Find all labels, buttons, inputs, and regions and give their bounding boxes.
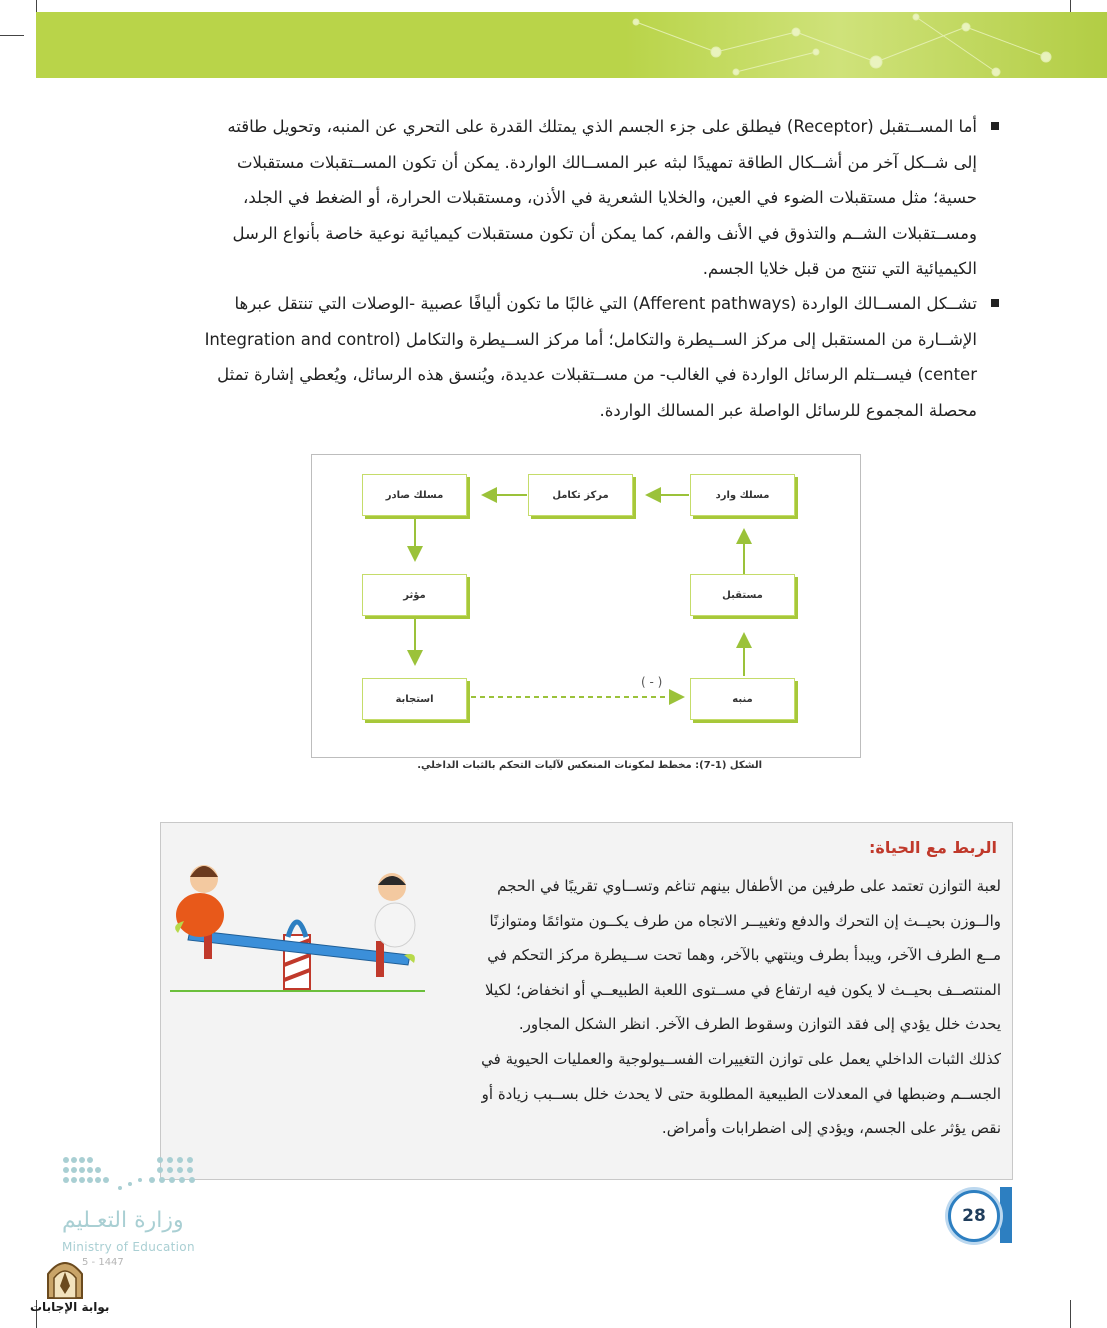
- ministry-name-arabic: وزارة التعـليم: [62, 1208, 184, 1233]
- text-line: تشــكل المســالك الواردة (Afferent pathways) التي غالبًا ما تكون أليافًا عصبية -الوصلات التي تنتقل عبرها: [234, 294, 977, 313]
- header-band: [36, 12, 1107, 78]
- crop-mark: [36, 0, 37, 12]
- feedback-label: ( - ): [641, 675, 663, 689]
- node-afferent: مسلك وارد: [690, 474, 795, 516]
- text-line: ومســتقبلات الشــم والتذوق في الأنف والفم، كما يمكن أن تكون مستقبلات كيميائية نوعية خاصة بأنواع الرسل: [232, 223, 977, 243]
- node-stimulus: منبه: [690, 678, 795, 720]
- text-line: الإشــارة من المستقبل إلى مركز الســيطرة والتكامل؛ أما مركز الســيطرة والتكامل (Integration and control: [204, 329, 977, 349]
- crop-mark: [1070, 0, 1071, 12]
- site-name: بوابة الإجابات: [30, 1300, 110, 1314]
- node-integration: مركز تكامل: [528, 474, 633, 516]
- text-line: إلى شــكل آخر من أشــكال الطاقة تمهيدًا لبثه عبر المســالك الواردة. يمكن أن تكون المســتقبلات مستقبلات: [237, 152, 977, 172]
- node-response: استجابة: [362, 678, 467, 720]
- text-line: مــع الطرف الآخر، ويبدأ بطرف وينتهي بالآخر، وهما تحت ســيطرة مركز التحكم في: [487, 946, 1001, 965]
- page-number-bar: [1000, 1187, 1012, 1243]
- text-line: المنتصــف بحيــث لا يكون فيه ارتفاع في مســتوى اللعبة الطبيعــي أو انخفاض؛ لكيلا: [485, 980, 1001, 999]
- ministry-logo-icon: [60, 1152, 200, 1202]
- figure-caption: الشكل (1-7): مخطط لمكونات المنعكس لآليات التحكم بالثبات الداخلي.: [417, 760, 762, 771]
- crop-mark: [1070, 1300, 1071, 1328]
- life-connection-text: [441, 869, 1001, 1146]
- node-effector: مؤثر: [362, 574, 467, 616]
- text-line: الجســم وضبطها في المعدلات الطبيعية المطلوبة حتى لا يحدث خلل بســبب زيادة أو: [481, 1084, 1001, 1103]
- text-line: center) فيســتلم الرسائل الواردة في الغالب- من مســتقبلات عديدة، ويُنسق هذه الرسائل، ويُعطي إشارة تمثل: [217, 365, 977, 384]
- paragraph-afferent: [161, 286, 977, 428]
- page-number: 28: [948, 1190, 1000, 1242]
- molecule-pattern-icon: [36, 12, 1107, 78]
- node-efferent: مسلك صادر: [362, 474, 467, 516]
- life-connection-title: الربط مع الحياة:: [869, 838, 997, 857]
- paragraph-receptor: [161, 109, 977, 287]
- text-line: يحدث خلل يؤدي إلى فقد التوازن وسقوط الطرف الآخر. انظر الشكل المجاور.: [518, 1015, 1001, 1034]
- text-line: حسية؛ مثل مستقبلات الضوء في العين، والخلايا الشعرية في الأذن، ومستقبلات الحرارة، أو الضغط في الجلد،: [243, 188, 977, 207]
- site-logo-icon: [44, 1256, 86, 1300]
- bullet-icon: [991, 299, 999, 307]
- text-line: الكيميائية التي تنتج من قبل خلايا الجسم.: [702, 259, 977, 278]
- bullet-icon: [991, 122, 999, 130]
- text-line: والــوزن بحيــث إن التحرك والدفع وتغييــر الاتجاه من طرف يكــون متوائمًا ومتوازنًا: [489, 911, 1001, 930]
- text-line: أما المســتقبل (Receptor) فيطلق على جزء الجسم الذي يمتلك القدرة على التحري عن المنبه، وتحويل طاقته: [227, 117, 977, 136]
- ministry-name-english: Ministry of Education: [62, 1240, 195, 1254]
- text-line: محصلة المجموع للرسائل الواصلة عبر المسالك الواردة.: [599, 400, 977, 420]
- text-line: لعبة التوازن تعتمد على طرفين من الأطفال بينهم تناغم وتســاوي تقريبًا في الحجم: [497, 877, 1001, 895]
- crop-mark: [0, 35, 24, 36]
- edition-year: 5 - 1447: [82, 1257, 124, 1268]
- seesaw-illustration: [170, 855, 430, 1000]
- text-line: نقص يؤثر على الجسم، ويؤدي إلى اضطرابات وأمراض.: [661, 1119, 1001, 1138]
- node-receptor: مستقبل: [690, 574, 795, 616]
- text-line: كذلك الثبات الداخلي يعمل على توازن التغييرات الفســيولوجية والعمليات الحيوية في: [481, 1049, 1001, 1068]
